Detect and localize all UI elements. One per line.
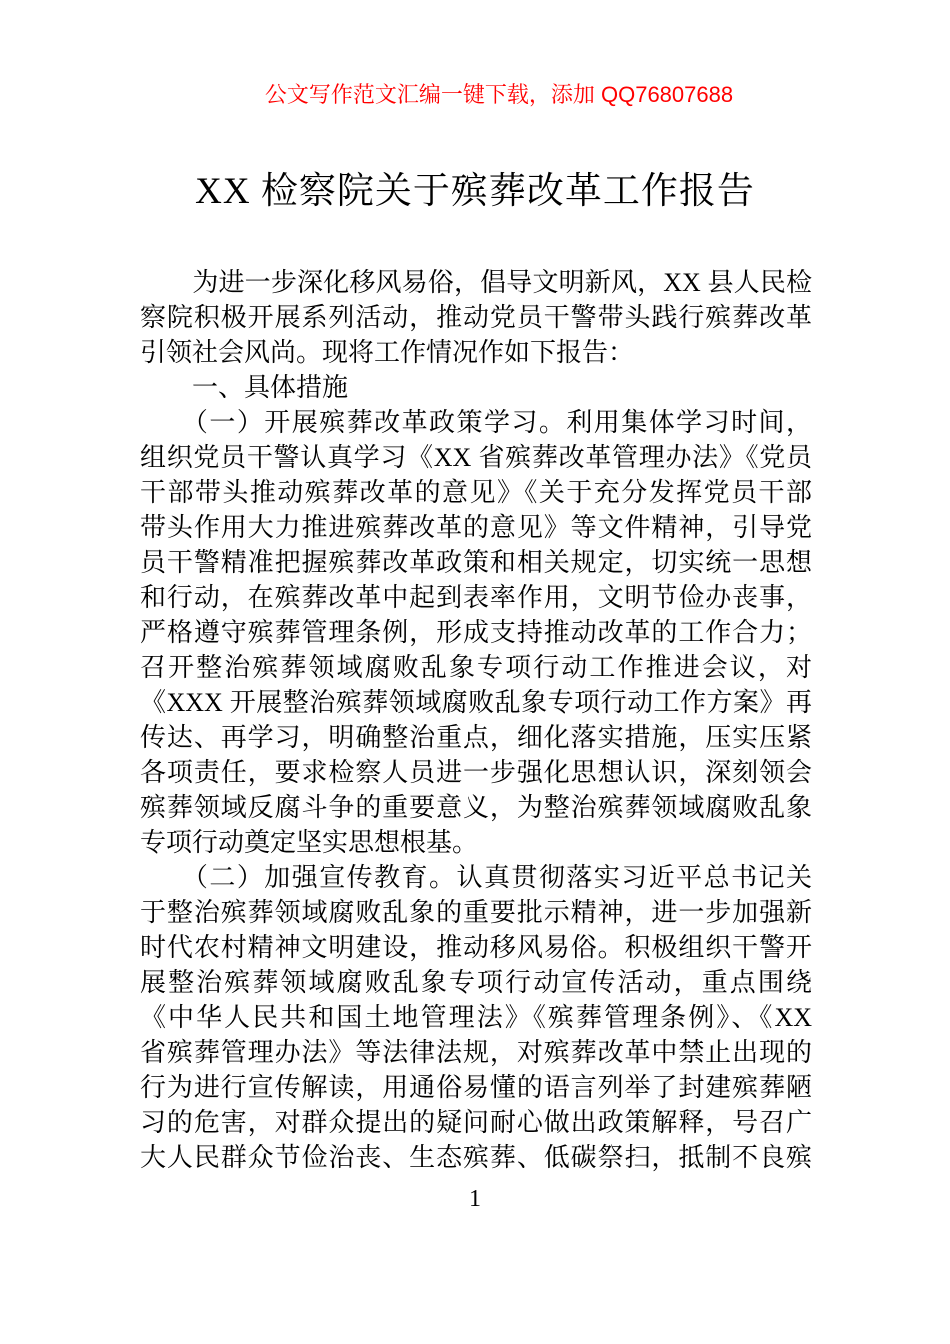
body-line: 省殡葬管理办法》等法律法规，对殡葬改革中禁止出现的 [140, 1038, 812, 1067]
body-line: 一、具体措施 [140, 373, 349, 402]
body-line: 《中华人民共和国土地管理法》《殡葬管理条例》、《XX [140, 1003, 812, 1032]
body-line: 专项行动奠定坚实思想根基。 [140, 828, 479, 857]
paragraph-section-1-measure-1 [140, 405, 812, 860]
paragraph-intro [140, 265, 812, 370]
body-line: 察院积极开展系列活动，推动党员干警带头践行殡葬改革 [140, 303, 812, 332]
body-line: 殡葬领域反腐斗争的重要意义，为整治殡葬领域腐败乱象 [140, 793, 812, 822]
page-number: 1 [469, 1186, 481, 1212]
document-title: XX 检察院关于殡葬改革工作报告 [195, 171, 755, 212]
body-line: 《XXX 开展整治殡葬领域腐败乱象专项行动工作方案》再 [140, 688, 812, 717]
body-line: 行为进行宣传解读，用通俗易懂的语言列举了封建殡葬陋 [140, 1073, 812, 1102]
body-line: 组织党员干警认真学习《XX 省殡葬改革管理办法》《党员 [140, 443, 812, 472]
body-line: 于整治殡葬领域腐败乱象的重要批示精神，进一步加强新 [140, 898, 812, 927]
body-line: 员干警精准把握殡葬改革政策和相关规定，切实统一思想 [140, 548, 812, 577]
body-line: 召开整治殡葬领域腐败乱象专项行动工作推进会议，对 [140, 653, 812, 682]
body-line: 严格遵守殡葬管理条例，形成支持推动改革的工作合力； [140, 618, 812, 647]
body-line: 时代农村精神文明建设，推动移风易俗。积极组织干警开 [140, 933, 812, 962]
body-line: 各项责任，要求检察人员进一步强化思想认识，深刻领会 [140, 758, 812, 787]
paragraph-section-1-heading [140, 370, 812, 405]
body-line: 习的危害，对群众提出的疑问耐心做出政策解释，号召广 [140, 1108, 812, 1137]
body-line: 大人民群众节俭治丧、生态殡葬、低碳祭扫，抵制不良殡 [140, 1143, 812, 1172]
body-line: 干部带头推动殡葬改革的意见》《关于充分发挥党员干部 [140, 478, 812, 507]
document-body [140, 265, 812, 1175]
body-line: （一）开展殡葬改革政策学习。利用集体学习时间， [140, 408, 812, 437]
body-line: 和行动，在殡葬改革中起到表率作用，文明节俭办丧事， [140, 583, 812, 612]
paragraph-section-1-measure-2 [140, 860, 812, 1175]
promo-notice: 公文写作范文汇编一键下载，添加 QQ76807688 [264, 82, 734, 107]
body-line: 引领社会风尚。现将工作情况作如下报告： [140, 338, 635, 367]
body-line: 为进一步深化移风易俗，倡导文明新风，XX 县人民检 [140, 268, 812, 297]
body-line: 传达、再学习，明确整治重点，细化落实措施，压实压紧 [140, 723, 812, 752]
body-line: 展整治殡葬领域腐败乱象专项行动宣传活动，重点围绕 [140, 968, 812, 997]
body-line: 带头作用大力推进殡葬改革的意见》等文件精神，引导党 [140, 513, 812, 542]
body-line: （二）加强宣传教育。认真贯彻落实习近平总书记关 [140, 863, 812, 892]
